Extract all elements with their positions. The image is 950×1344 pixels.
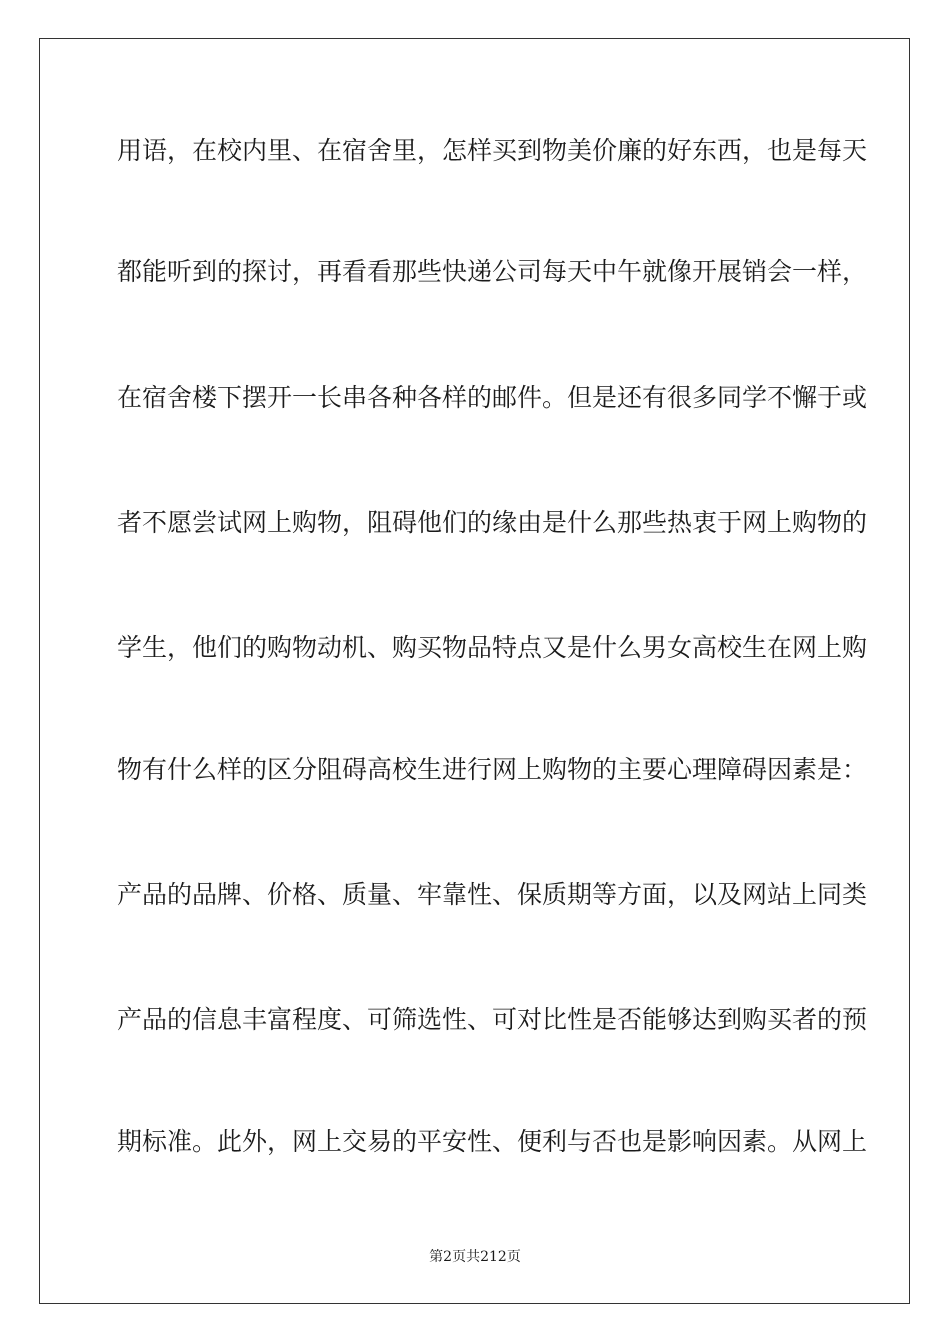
page-footer (0, 1247, 950, 1267)
text-line: 都能听到的探讨，再看看那些快递公司每天中午就像开展销会一样， (117, 257, 868, 286)
page-frame (39, 38, 910, 1304)
page-total: 共212页 (466, 1249, 521, 1265)
text-line: 产品的品牌、价格、质量、牢靠性、保质期等方面，以及网站上同类 (117, 880, 868, 909)
text-line: 学生，他们的购物动机、购买物品特点又是什么男女高校生在网上购 (117, 633, 868, 662)
text-line: 期标准。此外，网上交易的平安性、便利与否也是影响因素。从网上 (117, 1127, 868, 1156)
text-line: 在宿舍楼下摆开一长串各种各样的邮件。但是还有很多同学不懈于或 (117, 383, 868, 412)
text-line: 者不愿尝试网上购物，阻碍他们的缘由是什么那些热衷于网上购物的 (117, 508, 868, 537)
text-line: 物有什么样的区分阻碍高校生进行网上购物的主要心理障碍因素是： (117, 755, 868, 784)
text-line: 用语，在校内里、在宿舍里，怎样买到物美价廉的好东西，也是每天 (117, 136, 868, 165)
page-number: 第2页 (429, 1249, 467, 1265)
text-line: 产品的信息丰富程度、可筛选性、可对比性是否能够达到购买者的预 (117, 1005, 868, 1034)
